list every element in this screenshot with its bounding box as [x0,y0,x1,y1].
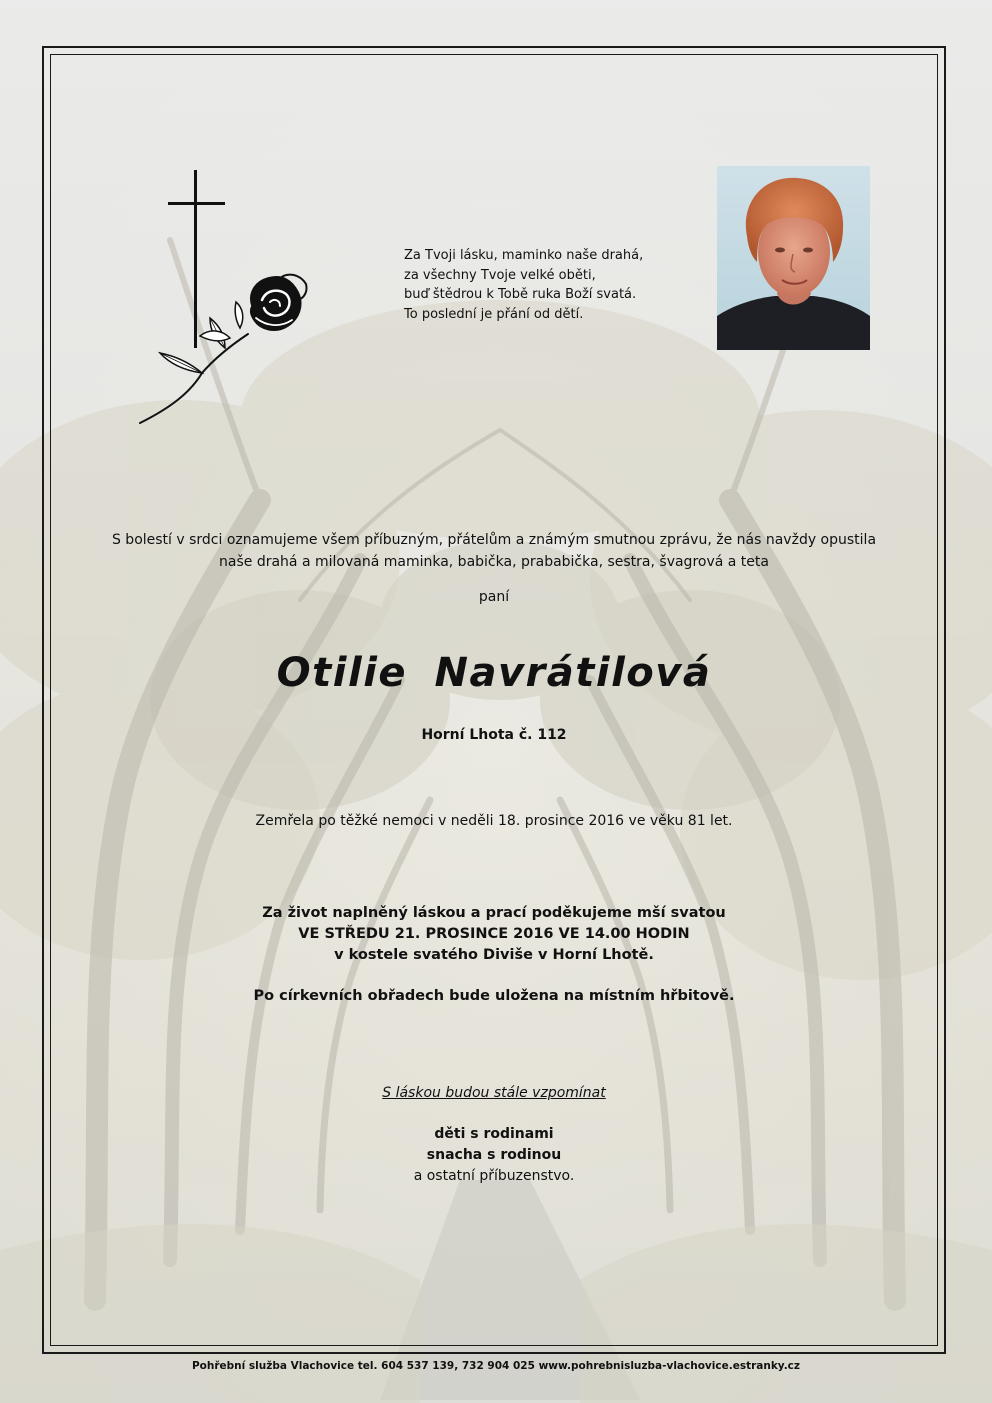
poem-line: buď štědrou k Tobě ruka Boží svatá. [404,287,637,302]
funeral-service-footer: Pohřební služba Vlachovice tel. 604 537 139, 732 904 025 www.pohrebnisluzba-vlachovice.estranky.cz [191,1360,801,1372]
deceased-name [60,650,928,696]
poem-verse [404,246,704,324]
burial-info: Po církevních obřadech bude uložena na místním hřbitově. [253,988,735,1004]
poem-line: To poslední je přání od dětí. [404,306,584,322]
poem-line: za všechny Tvoje velké oběti, [404,267,596,283]
cross-with-rose-icon [130,168,320,433]
mass-date-time: VE STŘEDU 21. PROSINCE 2016 VE 14.00 HODIN [298,926,690,942]
cross-icon [168,170,225,348]
announcement-line-2: naše drahá a milovaná maminka, babička, prababička, sestra, švagrová a teta [219,554,769,570]
death-notice: Zemřela po těžké nemoci v neděli 18. prosince 2016 ve věku 81 let. [255,813,733,829]
mass-line-1: Za život naplněný láskou a prací poděkujeme mší svatou [262,905,726,921]
mourners-list [60,1124,928,1187]
poem-line: Za Tvoji lásku, maminko naše drahá, [404,248,644,263]
deceased-address: Horní Lhota č. 112 [421,727,567,743]
funeral-mass-info [60,903,928,966]
mourner-line: děti s rodinami [434,1126,554,1142]
first-name: Otilie [276,650,408,696]
remembrance-heading: S láskou budou stále vzpomínat [382,1085,606,1101]
last-name: Navrátilová [434,650,712,696]
mourner-line: a ostatní příbuzenstvo. [413,1168,575,1184]
rose-icon [140,275,307,423]
portrait-photo [717,166,870,350]
mass-location: v kostele svatého Diviše v Horní Lhotě. [334,947,654,963]
salutation: paní [478,589,510,605]
mourner-line: snacha s rodinou [426,1147,562,1163]
announcement-text [60,529,928,573]
announcement-line-1: S bolestí v srdci oznamujeme všem příbuzným, přátelům a známým smutnou zprávu, že nás navždy opustila [111,532,877,548]
